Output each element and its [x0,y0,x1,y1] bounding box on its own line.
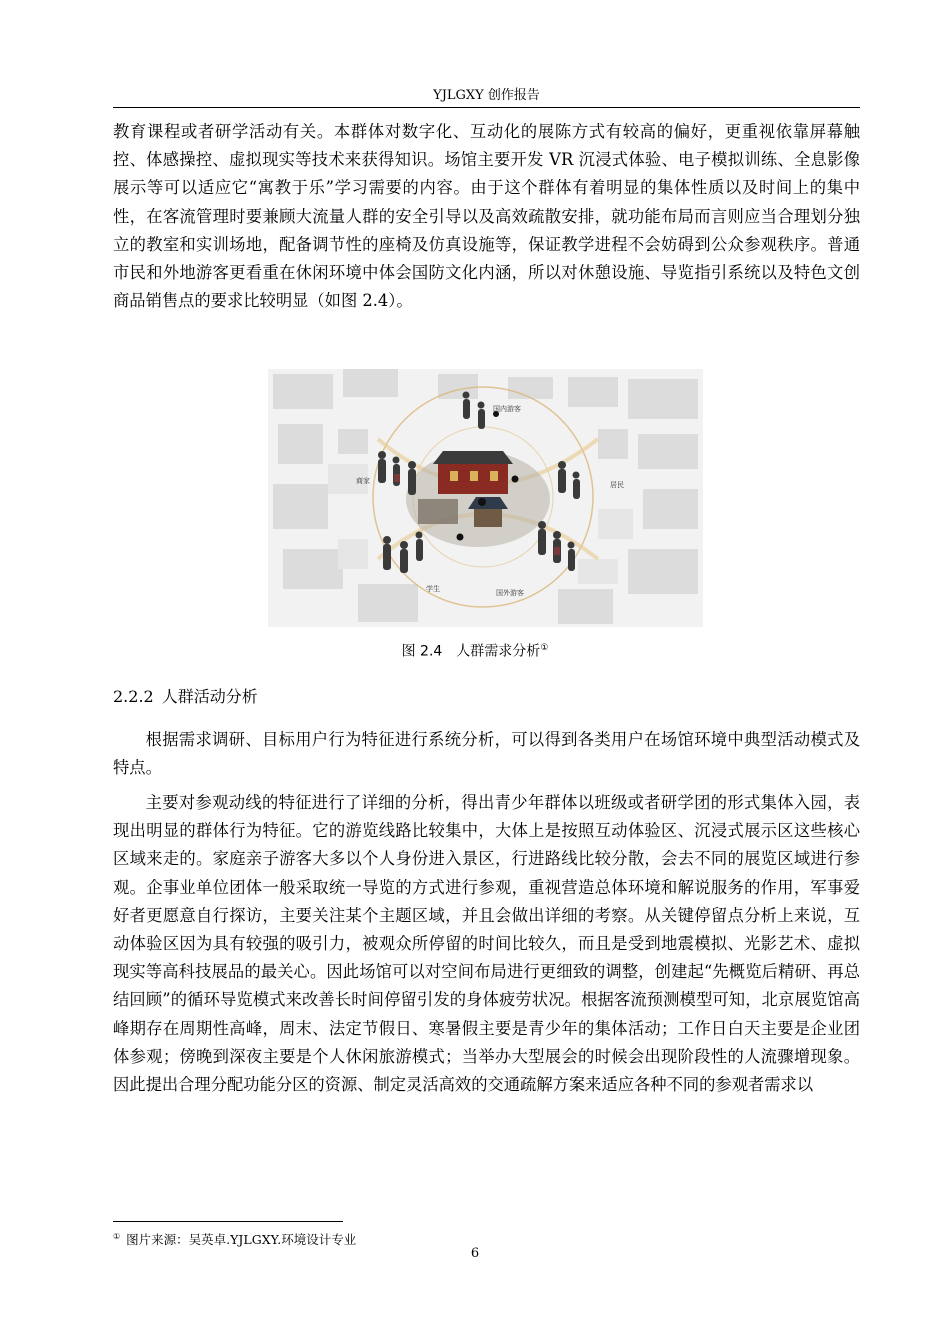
page-header: YJLGXY 创作报告 [433,88,540,103]
label-residents: 居民 [610,481,624,489]
crowd-demand-figure [268,369,703,627]
gate-roof-icon [433,451,513,464]
label-students: 学生 [426,585,440,593]
figure-illustration [268,369,703,627]
footnote-marker: ① [113,1232,121,1241]
footnote-rule [113,1221,343,1222]
paragraph-2: 根据需求调研、目标用户行为特征进行系统分析，可以得到各类用户在场馆环境中典型活动模式及特点。 [113,730,860,778]
label-domestic-tourists: 国内游客 [493,405,521,413]
label-foreign-tourists: 国外游客 [496,589,524,597]
header-rule [113,107,860,108]
paragraph-1: 教育课程或者研学活动有关。本群体对数字化、互动化的展陈方式有较高的偏好，更重视依靠屏幕触控、体感操控、虚拟现实等技术来获得知识。场馆主要开发 VR 沉浸式体验、电子模拟训练、全息影像展示等可以适应它“寓教于乐”学习需要的内容。由于这个群体有着明显的集体性质以及时间上的集中性，在客流管理时要兼顾大流量人群的安全引导以及高效疏散安排，就功能布局而言则应当合理划分独立的教室和实训场地，配备调节性的座椅及仿真设施等，保证教学进程不会妨碍到公众参观秩序。普通市民和外地游客更看重在休闲环境中体会国防文化内涵，所以对休憩设施、导览指引系统以及特色文创商品销售点的要求比较明显（如图 2.4）。 [113,122,860,311]
paragraph-3: 主要对参观动线的特征进行了详细的分析，得出青少年群体以班级或者研学团的形式集体入园，表现出明显的群体行为特征。它的游览线路比较集中，大体上是按照互动体验区、沉浸式展示区这些核心区域来走的。家庭亲子游客大多以个人身份进入景区，行进路线比较分散，会去不同的展览区域进行参观。企事业单位团体一般采取统一导览的方式进行参观，重视营造总体环境和解说服务的作用，军事爱好者更愿意自行探访，主要关注某个主题区域，并且会做出详细的考察。从关键停留点分析上来说，互动体验区因为具有较强的吸引力，被观众所停留的时间比较久，而且是受到地震模拟、光影艺术、虚拟现实等高科技展品的最关心。因此场馆可以对空间布局进行更细致的调整，创建起“先概览后精研、再总结回顾”的循环导览模式来改善长时间停留引发的身体疲劳状况。根据客流预测模型可知，北京展览馆高峰期存在周期性高峰，周末、法定节假日、寒暑假主要是青少年的集体活动；工作日白天主要是企业团体参观；傍晚到深夜主要是个人休闲旅游模式；当举办大型展会的时候会出现阶段性的人流骤增现象。因此提出合理分配功能分区的资源、制定灵活高效的交通疏解方案来适应各种不同的参观者需求以 [113,793,860,1095]
page-number: 6 [470,1246,480,1261]
section-title: 人群活动分析 [161,687,258,706]
figure-caption [0,638,950,662]
temple-body-icon [474,509,502,527]
section-number: 2.2.2 [113,687,154,706]
section-heading [113,686,258,708]
footnote-text: 图片来源：吴英卓.YJLGXY.环境设计专业 [126,1232,357,1248]
caption-footnote-marker: ① [540,643,549,653]
caption-text: 图 2.4 人群需求分析 [401,643,541,660]
label-merchants: 商家 [356,477,370,485]
